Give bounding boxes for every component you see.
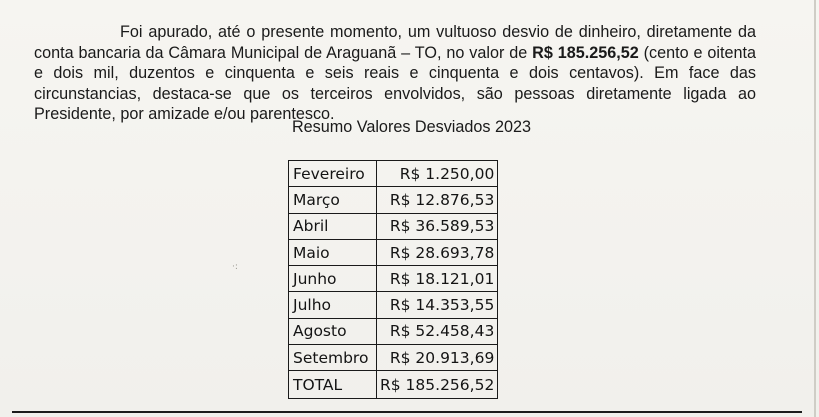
- page-edge-right: [814, 0, 816, 417]
- month-cell: Abril: [289, 213, 377, 239]
- paper-speck: ·:: [232, 262, 238, 272]
- month-cell: Março: [289, 187, 377, 213]
- total-label: TOTAL: [289, 371, 377, 398]
- page-edge-bottom: [12, 411, 802, 413]
- body-paragraph: [34, 22, 756, 125]
- table-row: [289, 292, 498, 318]
- total-value: R$ 185.256,52: [377, 371, 498, 398]
- table-row: [289, 345, 498, 371]
- paragraph-amount: R$ 185.256,52: [532, 43, 639, 62]
- paragraph-text-part1: Foi apurado, até o presente momento, um vultuoso desvio de dinheiro, diretamente da conta bancaria da Câmara Municipal de Araguanã – TO, no valor de: [34, 23, 756, 62]
- value-cell: R$ 36.589,53: [377, 213, 498, 239]
- total-row: [289, 371, 498, 398]
- value-cell: R$ 52.458,43: [377, 318, 498, 344]
- month-cell: Fevereiro: [289, 161, 377, 187]
- value-cell: R$ 20.913,69: [377, 345, 498, 371]
- value-cell: R$ 12.876,53: [377, 187, 498, 213]
- month-cell: Junho: [289, 266, 377, 292]
- summary-table: [288, 160, 498, 399]
- table-title: Resumo Valores Desviados 2023: [291, 118, 532, 136]
- month-cell: Agosto: [289, 318, 377, 344]
- value-cell: R$ 14.353,55: [377, 292, 498, 318]
- table-row: [289, 318, 498, 344]
- value-cell: R$ 18.121,01: [377, 266, 498, 292]
- table-row: [289, 213, 498, 239]
- month-cell: Julho: [289, 292, 377, 318]
- table-row: [289, 161, 498, 187]
- month-cell: Maio: [289, 239, 377, 265]
- month-cell: Setembro: [289, 345, 377, 371]
- table-row: [289, 239, 498, 265]
- table-row: [289, 187, 498, 213]
- paragraph-text-part2: (cento e oitenta e dois mil, duzentos e cinquenta e seis reais e cinquenta e dois centavos). Em face das circunstancias, destaca-se que os terceiros envolvidos, são pessoas diretamente ligada ao Presidente, por amizade e/ou parentesco.: [34, 43, 756, 124]
- table-row: [289, 266, 498, 292]
- value-cell: R$ 1.250,00: [377, 161, 498, 187]
- value-cell: R$ 28.693,78: [377, 239, 498, 265]
